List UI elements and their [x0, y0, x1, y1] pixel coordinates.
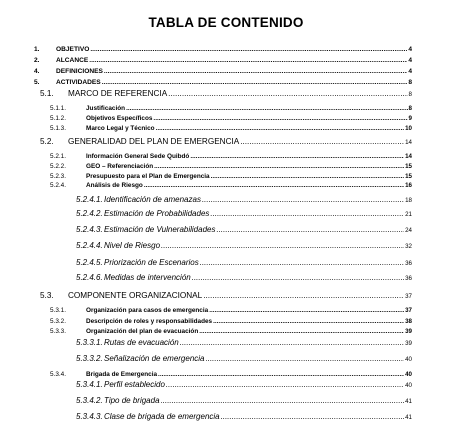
toc-entry[interactable] [50, 116, 412, 122]
toc-entry-title: Justificación [86, 105, 126, 112]
toc-entry-number: 5.1.1. [50, 105, 66, 112]
toc-dot-leader [192, 274, 404, 282]
toc-entry-title: Información General Sede Quibdó [86, 153, 190, 160]
toc-entry-page: 9 [408, 115, 412, 122]
toc-entry[interactable] [34, 69, 412, 76]
toc-dot-leader [89, 58, 407, 65]
toc-entry-number: 5.2.4.6. [76, 273, 103, 282]
toc-entry-number: 5.2.4.5. [76, 258, 103, 267]
toc-entry-title: Identificación de amenazas [104, 195, 201, 204]
toc-entry-page: 24 [405, 227, 412, 234]
toc-entry-title: Objetivos Específicos [86, 115, 153, 122]
toc-entry-number: 5.3.2. [50, 318, 66, 325]
toc-entry-title: Clase de brigada de emergencia [104, 412, 220, 421]
toc-entry-number: 5.2.3. [50, 173, 66, 180]
toc-entry[interactable] [76, 339, 412, 347]
toc-dot-leader [104, 69, 407, 76]
toc-entry-page: 40 [405, 382, 412, 389]
toc-entry-title: Rutas de evacuación [104, 338, 179, 347]
toc-dot-leader [168, 90, 407, 98]
toc-entry-title: Descripción de roles y responsabilidades [86, 318, 213, 325]
toc-entry[interactable] [50, 319, 412, 325]
toc-entry-page: 41 [405, 398, 412, 405]
toc-entry-page: 21 [405, 211, 412, 218]
toc-entry[interactable] [50, 308, 412, 314]
toc-entry-page: 40 [405, 356, 412, 363]
toc-dot-leader [102, 80, 408, 87]
toc-entry-title: Marco Legal y Técnico [86, 125, 155, 132]
toc-dot-leader [190, 154, 404, 160]
toc-entry-title: Priorización de Escenarios [104, 258, 199, 267]
toc-entry[interactable] [50, 174, 412, 180]
toc-entry-title: MARCO DE REFERENCIA [68, 89, 168, 98]
toc-entry[interactable] [50, 329, 412, 335]
toc-entry-number: 5.3.4.1. [76, 380, 103, 389]
toc-entry-title: Organización del plan de evacuación [86, 328, 199, 335]
toc-entry-page: 10 [405, 125, 412, 132]
toc-entry-title: Perfil establecido [104, 380, 165, 389]
toc-entry-title: COMPONENTE ORGANIZACIONAL [68, 291, 203, 300]
toc-entry-page: 8 [408, 91, 412, 98]
toc-entry[interactable] [50, 106, 412, 112]
toc-entry-page: 14 [405, 153, 412, 160]
toc-entry-number: 5.3.3.1. [76, 338, 103, 347]
toc-entry-page: 39 [405, 328, 412, 335]
toc-entry-page: 38 [405, 318, 412, 325]
toc-entry-number: 5.3.1. [50, 307, 66, 314]
toc-entry-page: 18 [405, 197, 412, 204]
toc-entry-page: 16 [405, 182, 412, 189]
toc-dot-leader [202, 196, 404, 204]
toc-dot-leader [90, 47, 407, 54]
toc-entry[interactable] [76, 226, 412, 234]
toc-dot-leader [210, 210, 404, 218]
toc-entry-page: 37 [405, 307, 412, 314]
toc-dot-leader [206, 355, 405, 363]
toc-entry[interactable] [40, 138, 412, 146]
toc-entry-title: Nivel de Riesgo [104, 241, 161, 250]
toc-entry-page: 15 [405, 173, 412, 180]
toc-entry-page: 37 [405, 293, 412, 300]
toc-entry-number: 5.1.3. [50, 125, 66, 132]
toc-entry-number: 2. [34, 57, 40, 64]
toc-dot-leader [199, 329, 404, 335]
toc-entry-page: 40 [405, 371, 412, 378]
toc-entry-page: 14 [405, 139, 412, 146]
toc-entry[interactable] [76, 196, 412, 204]
toc-entry-page: 39 [405, 340, 412, 347]
toc-dot-leader [240, 138, 404, 146]
toc-entry-number: 5.2.4. [50, 182, 66, 189]
toc-dot-leader [158, 372, 404, 378]
toc-entry-number: 5.2.4.2. [76, 209, 103, 218]
toc-entry-number: 5.3.3.2. [76, 354, 103, 363]
toc-dot-leader [126, 106, 407, 112]
toc-entry-number: 5.3.4.2. [76, 396, 103, 405]
toc-entry-page: 4 [408, 68, 412, 75]
toc-entry-title: GENERALIDAD DEL PLAN DE EMERGENCIA [68, 137, 240, 146]
toc-entry-number: 5.3.4. [50, 371, 66, 378]
toc-entry-page: 8 [408, 105, 412, 112]
toc-entry-title: DEFINICIONES [56, 68, 103, 75]
toc-entry[interactable] [76, 259, 412, 267]
toc-dot-leader [166, 381, 404, 389]
toc-entry[interactable] [76, 355, 412, 363]
toc-entry-title: OBJETIVO [56, 46, 90, 53]
toc-entry-page: 4 [408, 46, 412, 53]
toc-entry-title: GEO – Referenciación [86, 163, 154, 170]
toc-entry[interactable] [40, 90, 412, 98]
toc-entry[interactable] [34, 47, 412, 54]
toc-dot-leader [161, 397, 405, 405]
toc-dot-leader [216, 226, 404, 234]
toc-dot-leader [209, 308, 404, 314]
toc-entry[interactable] [76, 274, 412, 282]
toc-entry-title: Presupuesto para el Plan de Emergencia [86, 173, 210, 180]
toc-entry-number: 5.2.2. [50, 163, 66, 170]
toc-entry-page: 36 [405, 275, 412, 282]
toc-entry-number: 5.3.4.3. [76, 412, 103, 421]
toc-entry[interactable] [50, 183, 412, 189]
toc-entry-number: 5.2. [40, 137, 54, 146]
toc-entry-title: Organización para casos de emergencia [86, 307, 209, 314]
toc-dot-leader [213, 319, 404, 325]
toc-entry-number: 5.2.4.3. [76, 225, 103, 234]
toc-entry-title: Brigada de Emergencia [86, 371, 158, 378]
toc-entry[interactable] [76, 381, 412, 389]
toc-entry-number: 4. [34, 68, 40, 75]
toc-entry[interactable] [76, 397, 412, 405]
toc-entry-number: 5.2.1. [50, 153, 66, 160]
document-title: TABLA DE CONTENIDO [148, 15, 304, 30]
toc-entry-page: 4 [408, 57, 412, 64]
toc-entry-page: 32 [405, 243, 412, 250]
toc-entry-number: 5.1. [40, 89, 54, 98]
toc-dot-leader [180, 339, 404, 347]
toc-entry[interactable] [40, 292, 412, 300]
toc-entry-number: 5.3. [40, 291, 54, 300]
toc-entry-title: ACTIVIDADES [56, 79, 101, 86]
toc-entry-number: 5.2.4.4. [76, 241, 103, 250]
toc-entry-number: 5. [34, 79, 40, 86]
toc-entry-page: 15 [405, 163, 412, 170]
toc-entry-title: ALCANCE [56, 57, 89, 64]
toc-entry[interactable] [76, 210, 412, 218]
toc-entry[interactable] [50, 154, 412, 160]
toc-dot-leader [211, 174, 405, 180]
toc-dot-leader [154, 164, 404, 170]
toc-entry-number: 5.2.4.1. [76, 195, 103, 204]
toc-entry[interactable] [50, 164, 412, 170]
toc-entry-number: 5.3.3. [50, 328, 66, 335]
toc-entry-number: 5.1.2. [50, 115, 66, 122]
toc-entry-page: 8 [408, 79, 412, 86]
toc-entry[interactable] [34, 58, 412, 65]
toc-entry-page: 41 [405, 414, 412, 421]
toc-dot-leader [144, 183, 404, 189]
toc-entry-title: Medidas de intervención [104, 273, 191, 282]
toc-dot-leader [161, 242, 404, 250]
toc-entry-number: 1. [34, 46, 40, 53]
toc-dot-leader [203, 292, 404, 300]
toc-entry[interactable] [50, 372, 412, 378]
toc-dot-leader [153, 116, 407, 122]
toc-entry-title: Señalización de emergencia [104, 354, 205, 363]
toc-entry-page: 36 [405, 260, 412, 267]
toc-entry-title: Estimación de Vulnerabilidades [104, 225, 216, 234]
toc-entry-title: Tipo de brigada [104, 396, 160, 405]
toc-dot-leader [200, 259, 404, 267]
toc-entry[interactable] [34, 80, 412, 87]
toc-entry-title: Estimación de Probabilidades [104, 209, 210, 218]
toc-entry[interactable] [50, 126, 412, 132]
toc-entry[interactable] [76, 242, 412, 250]
toc-dot-leader [156, 126, 405, 132]
toc-entry-title: Análisis de Riesgo [86, 182, 143, 189]
